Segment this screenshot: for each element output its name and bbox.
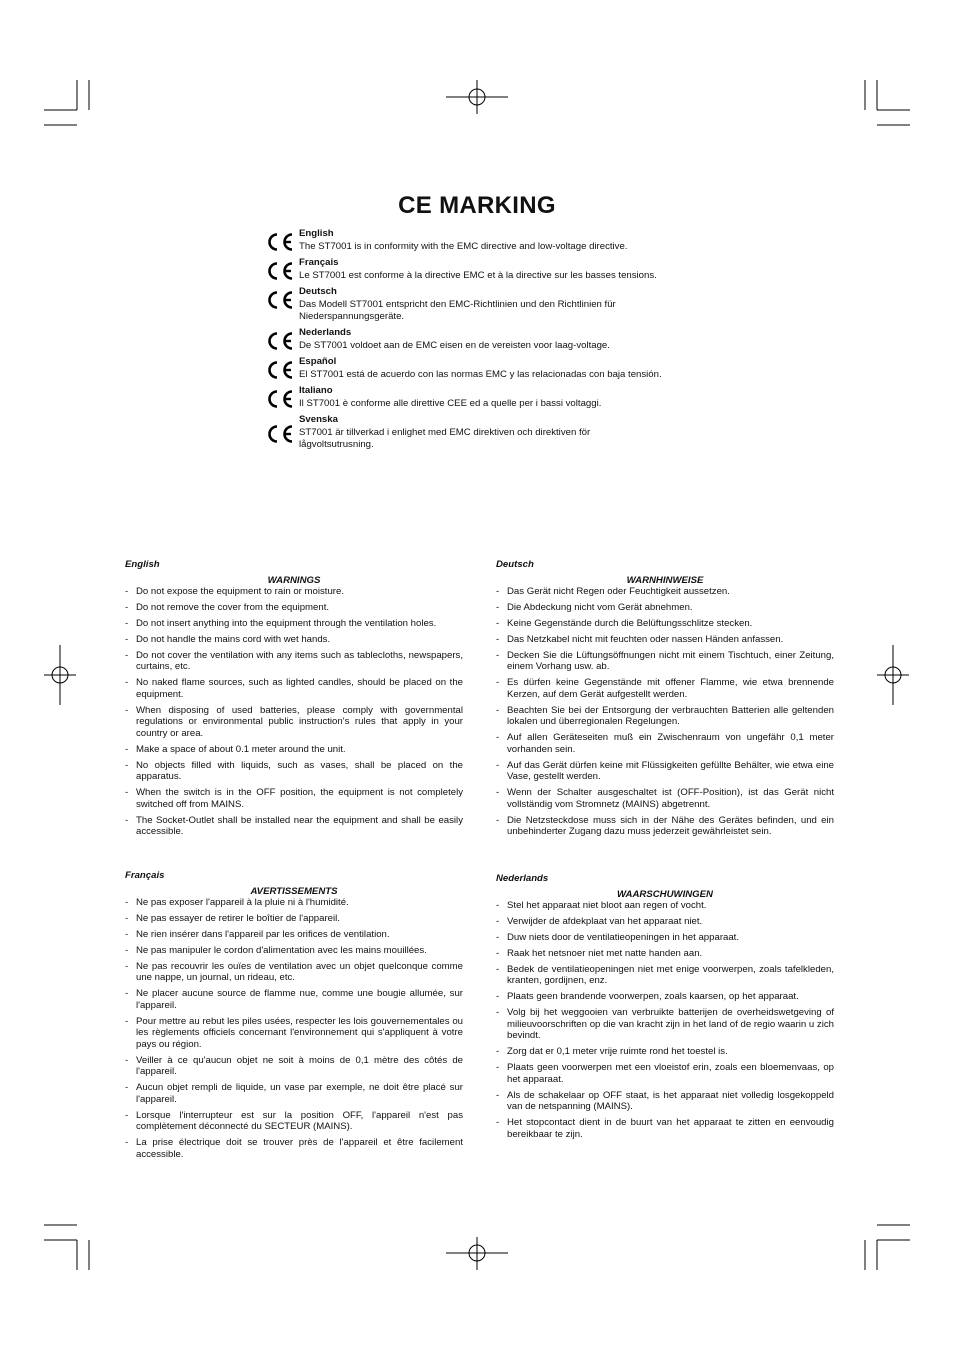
warning-item: - No objects filled with liquids, such as vases, shall be placed on the apparatus. [125,760,463,783]
section-heading: AVERTISSEMENTS [250,885,338,897]
warning-item: - Bedek de ventilatieopeningen niet met enige voorwerpen, zoals tafelkleden, kranten, gordijnen, enz. [496,964,834,987]
ce-entry-nederlands [262,327,722,353]
warning-item: - When disposing of used batteries, please comply with governmental regulations or environmental public instruction's rules that apply in your country or area. [125,705,463,740]
ce-conformity-list [262,228,722,455]
warning-item: - Volg bij het weggooien van verbruikte batterijen de overheidswetgeving of milieuvoorschriften op die van kracht zijn in het land of de regio waarin u zich bevindt. [496,1007,834,1042]
ce-lang-label: Italiano [299,385,333,396]
ce-statement: Das Modell ST7001 entspricht den EMC-Richtlinien und den Richtlinien für Niederspannungsgeräte. [299,298,616,323]
warning-item: - Do not remove the cover from the equipment. [125,602,463,614]
ce-mark-icon [265,261,295,281]
warning-item: - No naked flame sources, such as lighted candles, should be placed on the equipment. [125,677,463,700]
warning-list [125,586,463,838]
warning-item: - Die Abdeckung nicht vom Gerät abnehmen. [496,602,834,614]
ce-lang-label: Deutsch [299,286,337,297]
ce-entry-espanol [262,356,722,382]
ce-statement: El ST7001 está de acuerdo con las normas EMC y las relacionadas con baja tensión. [299,368,662,380]
warning-list [125,897,463,1160]
ce-entry-english [262,228,722,254]
warning-item: - Do not handle the mains cord with wet hands. [125,634,463,646]
warning-item: - Plaats geen brandende voorwerpen, zoals kaarsen, op het apparaat. [496,991,834,1003]
warning-list [496,900,834,1140]
warning-item: - Decken Sie die Lüftungsöffnungen nicht mit einem Tischtuch, einer Zeitung, einem Vorhang usw. ab. [496,650,834,673]
warning-item: - Ne pas exposer l'appareil à la pluie ni à l'humidité. [125,897,463,909]
warning-item: - Ne rien insérer dans l'appareil par les orifices de ventilation. [125,929,463,941]
ce-mark-icon [265,389,295,409]
ce-entry-francais [262,257,722,283]
warning-item: - Auf allen Geräteseiten muß ein Zwischenraum von ungefähr 0,1 meter vorhanden sein. [496,732,834,755]
ce-mark-icon [265,331,295,351]
warning-item: - Das Gerät nicht Regen oder Feuchtigkeit aussetzen. [496,586,834,598]
section-language: Nederlands [496,873,549,884]
warning-item: - Ne placer aucune source de flamme nue, comme une bougie allumée, sur l'appareil. [125,988,463,1011]
warning-item: - Ne pas manipuler le cordon d'alimentation avec les mains mouillées. [125,945,463,957]
ce-statement: The ST7001 is in conformity with the EMC directive and low-voltage directive. [299,240,628,252]
warning-item: - Do not insert anything into the equipment through the ventilation holes. [125,618,463,630]
ce-lang-label: Français [299,257,339,268]
warning-item: - Pour mettre au rebut les piles usées, respecter les lois gouvernementales ou les règlements officiels concernant l'environnement qui s'appliquent à votre pays ou région. [125,1016,463,1051]
ce-lang-label: Svenska [299,414,338,425]
page-title: CE MARKING [398,192,556,219]
ce-entry-deutsch [262,286,722,324]
ce-lang-label: Español [299,356,337,367]
ce-mark-icon [265,424,295,444]
section-heading: WARNHINWEISE [626,574,704,586]
warning-item: - La prise électrique doit se trouver près de l'appareil et être facilement accessible. [125,1137,463,1160]
warning-item: - Veiller à ce qu'aucun objet ne soit à moins de 0,1 mètre des côtés de l'appareil. [125,1055,463,1078]
warnings-deutsch [496,559,834,842]
warning-item: - Raak het netsnoer niet met natte handen aan. [496,948,834,960]
ce-mark-icon [265,290,295,310]
ce-entry-svenska [262,414,722,452]
warning-item: - The Socket-Outlet shall be installed near the equipment and shall be easily accessible. [125,815,463,838]
warnings-francais [125,870,463,1165]
warning-item: - Lorsque l'interrupteur est sur la position OFF, l'appareil n'est pas complètement déconnecté du SECTEUR (MAINS). [125,1110,463,1133]
warnings-nederlands [496,873,834,1145]
warning-item: - Die Netzsteckdose muss sich in der Nähe des Gerätes befinden, und ein unbehinderter Zugang dazu muss jederzeit gewährleistet sein. [496,815,834,838]
ce-statement: Le ST7001 est conforme à la directive EMC et à la directive sur les basses tensions. [299,269,657,281]
ce-lang-label: Nederlands [299,327,352,338]
ce-statement: De ST7001 voldoet aan de EMC eisen en de vereisten voor laag-voltage. [299,339,610,351]
warning-item: - Do not expose the equipment to rain or moisture. [125,586,463,598]
warning-item: - Als de schakelaar op OFF staat, is het apparaat niet volledig losgekoppeld van de netspanning (MAINS). [496,1090,834,1113]
warning-item: - Keine Gegenstände durch die Belüftungsschlitze stecken. [496,618,834,630]
warning-list [496,586,834,838]
ce-statement: Il ST7001 è conforme alle direttive CEE ed a quelle per i bassi voltaggi. [299,397,602,409]
warning-item: - When the switch is in the OFF position, the equipment is not completely switched off from MAINS. [125,787,463,810]
section-language: English [125,559,160,570]
warnings-english [125,559,463,842]
warning-item: - Stel het apparaat niet bloot aan regen of vocht. [496,900,834,912]
section-heading: WARNINGS [267,574,321,586]
warning-item: - Plaats geen voorwerpen met een vloeistof erin, zoals een bloemenvaas, op het apparaat. [496,1062,834,1085]
warning-item: - Das Netzkabel nicht mit feuchten oder nassen Händen anfassen. [496,634,834,646]
section-language: Deutsch [496,559,534,570]
ce-statement: ST7001 är tillverkad i enlighet med EMC direktiven och direktiven för lågvoltsutrusning. [299,426,591,451]
warning-item: - Make a space of about 0.1 meter around the unit. [125,744,463,756]
warning-item: - Wenn der Schalter ausgeschaltet ist (OFF-Position), ist das Gerät nicht vollständig vom Stromnetz (MAINS) abgetrennt. [496,787,834,810]
ce-entry-italiano [262,385,722,411]
warning-item: - Aucun objet rempli de liquide, un vase par exemple, ne doit être placé sur l'appareil. [125,1082,463,1105]
ce-lang-label: English [299,228,334,239]
ce-mark-icon [265,360,295,380]
warning-item: - Ne pas recouvrir les ouïes de ventilation avec un objet quelconque comme une nappe, un journal, un rideau, etc. [125,961,463,984]
warning-item: - Auf das Gerät dürfen keine mit Flüssigkeiten gefüllte Behälter, wie etwa eine Vase, gestellt werden. [496,760,834,783]
warning-item: - Verwijder de afdekplaat van het apparaat niet. [496,916,834,928]
warning-item: - Zorg dat er 0,1 meter vrije ruimte rond het toestel is. [496,1046,834,1058]
section-heading: WAARSCHUWINGEN [617,888,713,900]
warning-item: - Ne pas essayer de retirer le boîtier de l'appareil. [125,913,463,925]
warning-item: - Het stopcontact dient in de buurt van het apparaat te zitten en eenvoudig bereikbaar te zijn. [496,1117,834,1140]
section-language: Français [125,870,165,881]
warning-item: - Beachten Sie bei der Entsorgung der verbrauchten Batterien alle geltenden lokalen und überregionalen Regelungen. [496,705,834,728]
warning-item: - Es dürfen keine Gegenstände mit offener Flamme, wie etwa brennende Kerzen, auf dem Gerät aufgestellt werden. [496,677,834,700]
warning-item: - Do not cover the ventilation with any items such as tablecloths, newspapers, curtains, etc. [125,650,463,673]
ce-mark-icon [265,232,295,252]
warning-item: - Duw niets door de ventilatieopeningen in het apparaat. [496,932,834,944]
